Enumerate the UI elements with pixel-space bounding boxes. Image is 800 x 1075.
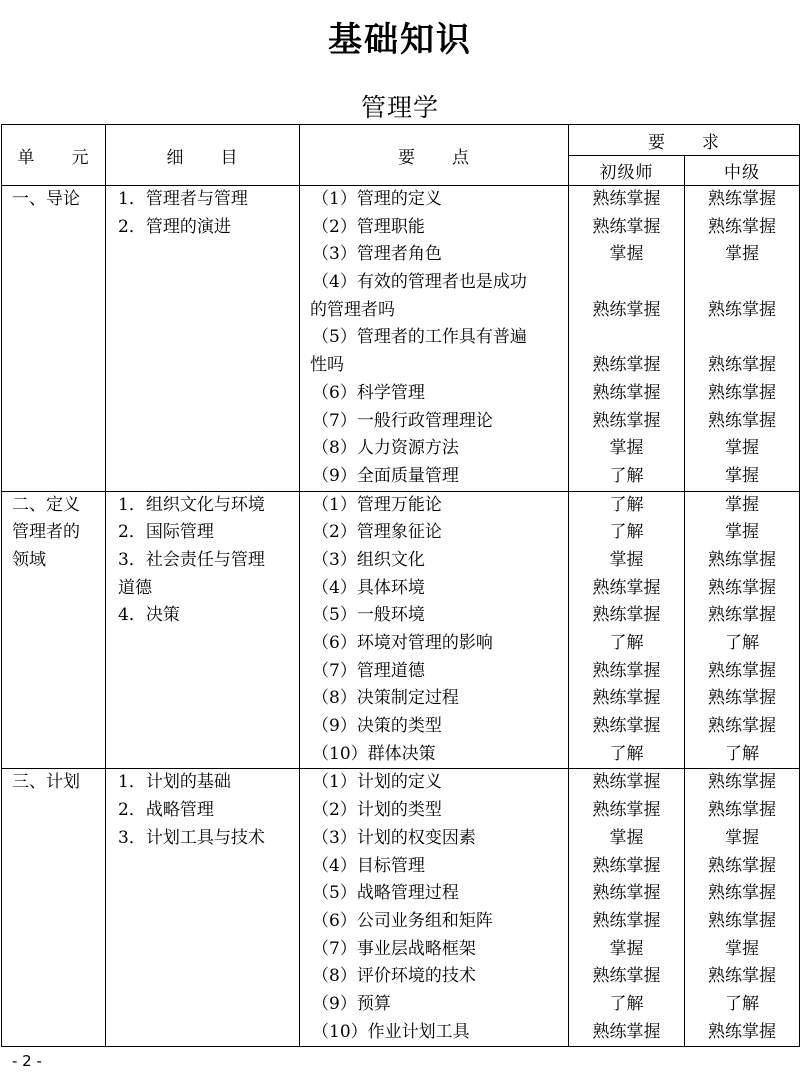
header-intermediate: 中级: [685, 156, 800, 186]
unit-line: 二、定义: [12, 494, 80, 515]
intermediate-requirement: 掌握: [725, 438, 759, 459]
intermediate-requirement: 了解: [725, 743, 759, 764]
header-detail: 细 目: [106, 125, 300, 186]
intermediate-cell: [685, 186, 800, 492]
junior-requirement: 熟练掌握: [592, 605, 661, 626]
junior-requirement: 熟练掌握: [592, 382, 661, 403]
detail-line: 2．国际管理: [118, 522, 214, 543]
junior-cell: [569, 186, 685, 492]
intermediate-requirement: 熟练掌握: [708, 688, 776, 709]
junior-requirement: 了解: [609, 494, 644, 515]
point-line: （6）科学管理: [312, 382, 425, 403]
point-line: （3）计划的权变因素: [312, 827, 476, 848]
intermediate-requirement: 熟练掌握: [708, 966, 776, 987]
point-line: （10）作业计划工具: [312, 1021, 470, 1042]
point-line: （5）战略管理过程: [312, 883, 459, 904]
point-line: 的管理者吗: [310, 299, 395, 320]
junior-requirement: 熟练掌握: [592, 855, 661, 876]
detail-line: 3．社会责任与管理: [118, 549, 265, 570]
point-line: （2）管理职能: [312, 216, 425, 237]
unit-cell: [2, 186, 106, 492]
intermediate-requirement: 了解: [725, 633, 759, 653]
junior-requirement: 熟练掌握: [592, 910, 661, 931]
intermediate-requirement: 掌握: [725, 465, 759, 486]
intermediate-requirement: 掌握: [725, 494, 759, 515]
point-line: （2）计划的类型: [312, 800, 442, 821]
detail-line: 2．管理的演进: [118, 216, 231, 237]
intermediate-requirement: 熟练掌握: [708, 605, 776, 626]
point-line: （7）一般行政管理理论: [312, 410, 493, 431]
detail-line: 1．计划的基础: [118, 772, 231, 793]
junior-requirement: 熟练掌握: [592, 1021, 661, 1042]
intermediate-requirement: 熟练掌握: [708, 855, 776, 876]
point-line: （5）管理者的工作具有普遍: [312, 327, 527, 348]
point-line: 性吗: [310, 355, 344, 376]
intermediate-requirement: 掌握: [725, 938, 759, 959]
junior-requirement: 掌握: [609, 827, 644, 848]
intermediate-requirement: 掌握: [725, 522, 759, 543]
detail-cell: [106, 491, 300, 769]
junior-requirement: 熟练掌握: [592, 577, 661, 598]
intermediate-requirement: 熟练掌握: [708, 382, 776, 403]
junior-requirement: 熟练掌握: [592, 299, 661, 320]
detail-line: 3．计划工具与技术: [118, 827, 265, 848]
intermediate-requirement: 了解: [725, 993, 759, 1014]
unit-line: 一、导论: [12, 189, 80, 209]
junior-requirement: 熟练掌握: [592, 410, 661, 431]
detail-line: 1．组织文化与环境: [118, 494, 265, 515]
intermediate-requirement: 掌握: [725, 827, 759, 848]
point-line: （5）一般环境: [312, 605, 425, 626]
junior-requirement: 熟练掌握: [592, 716, 661, 737]
spacer: [569, 269, 684, 297]
intermediate-requirement: 熟练掌握: [708, 883, 776, 904]
point-line: （9）预算: [312, 993, 391, 1014]
intermediate-requirement: 熟练掌握: [708, 800, 776, 821]
point-line: （9）决策的类型: [312, 716, 442, 737]
junior-cell: [569, 491, 685, 769]
junior-requirement: 了解: [609, 465, 644, 486]
header-requirement: 要 求: [569, 125, 800, 156]
intermediate-cell: [685, 491, 800, 769]
junior-requirement: 熟练掌握: [592, 660, 661, 681]
spacer: [569, 324, 684, 352]
detail-line: 2．战略管理: [118, 800, 214, 821]
detail-line: 1．管理者与管理: [118, 189, 248, 209]
table-row: [2, 769, 800, 1047]
intermediate-requirement: 熟练掌握: [708, 410, 776, 431]
point-line: （10）群体决策: [312, 743, 436, 764]
page-title: 基础知识: [328, 20, 472, 60]
detail-line: 4．决策: [118, 605, 180, 626]
unit-line: 三、计划: [12, 772, 80, 793]
point-line: （8）人力资源方法: [312, 438, 459, 459]
intermediate-requirement: 熟练掌握: [708, 355, 776, 376]
point-line: （8）评价环境的技术: [312, 966, 476, 987]
point-line: （1）管理万能论: [312, 494, 442, 515]
points-cell: [300, 186, 569, 492]
intermediate-requirement: 熟练掌握: [708, 189, 776, 209]
junior-requirement: 熟练掌握: [592, 688, 661, 709]
intermediate-requirement: 熟练掌握: [708, 1021, 776, 1042]
junior-requirement: 掌握: [609, 244, 644, 265]
point-line: （8）决策制定过程: [312, 688, 459, 709]
intermediate-requirement: 熟练掌握: [708, 299, 776, 320]
detail-cell: [106, 186, 300, 492]
point-line: （9）全面质量管理: [312, 465, 459, 486]
unit-line: 管理者的: [12, 522, 80, 543]
junior-requirement: 了解: [609, 633, 644, 653]
intermediate-requirement: 熟练掌握: [708, 549, 776, 570]
point-line: （6）环境对管理的影响: [312, 633, 493, 653]
page-number: - 2 -: [12, 1052, 42, 1070]
spacer: [685, 269, 799, 297]
point-line: （1）管理的定义: [312, 189, 442, 209]
point-line: （6）公司业务组和矩阵: [312, 910, 493, 931]
unit-line: 领域: [12, 549, 46, 570]
junior-requirement: 熟练掌握: [592, 800, 661, 821]
intermediate-requirement: 熟练掌握: [708, 772, 776, 793]
section-subtitle: 管理学: [360, 93, 439, 122]
unit-cell: [2, 769, 106, 1047]
junior-requirement: 了解: [609, 993, 644, 1014]
point-line: （7）管理道德: [312, 660, 425, 681]
junior-requirement: 熟练掌握: [592, 883, 661, 904]
point-line: （3）组织文化: [312, 549, 425, 570]
junior-requirement: 了解: [609, 743, 644, 764]
junior-requirement: 掌握: [609, 438, 644, 459]
intermediate-requirement: 掌握: [725, 244, 759, 265]
junior-requirement: 掌握: [609, 549, 644, 570]
junior-requirement: 熟练掌握: [592, 216, 661, 237]
junior-requirement: 熟练掌握: [592, 772, 661, 793]
point-line: （3）管理者角色: [312, 244, 442, 265]
points-cell: [300, 491, 569, 769]
detail-cell: [106, 769, 300, 1047]
junior-requirement: 掌握: [609, 938, 644, 959]
intermediate-requirement: 熟练掌握: [708, 216, 776, 237]
junior-cell: [569, 769, 685, 1047]
point-line: （4）目标管理: [312, 855, 425, 876]
header-unit: 单 元: [2, 125, 106, 186]
syllabus-table: [1, 124, 800, 1047]
junior-requirement: 熟练掌握: [592, 355, 661, 376]
junior-requirement: 熟练掌握: [592, 966, 661, 987]
point-line: （1）计划的定义: [312, 772, 442, 793]
header-points: 要 点: [300, 125, 569, 186]
detail-line: 道德: [118, 577, 152, 598]
spacer: [685, 324, 799, 352]
intermediate-requirement: 熟练掌握: [708, 910, 776, 931]
junior-requirement: 了解: [609, 522, 644, 543]
intermediate-requirement: 熟练掌握: [708, 660, 776, 681]
points-cell: [300, 769, 569, 1047]
point-line: （4）具体环境: [312, 577, 425, 598]
point-line: （2）管理象征论: [312, 522, 442, 543]
intermediate-requirement: 熟练掌握: [708, 716, 776, 737]
point-line: （7）事业层战略框架: [312, 938, 476, 959]
intermediate-requirement: 熟练掌握: [708, 577, 776, 598]
point-line: （4）有效的管理者也是成功: [312, 272, 527, 293]
header-junior: 初级师: [569, 156, 685, 186]
table-row: [2, 186, 800, 492]
unit-cell: [2, 491, 106, 769]
intermediate-cell: [685, 769, 800, 1047]
junior-requirement: 熟练掌握: [592, 189, 661, 209]
table-row: [2, 491, 800, 769]
